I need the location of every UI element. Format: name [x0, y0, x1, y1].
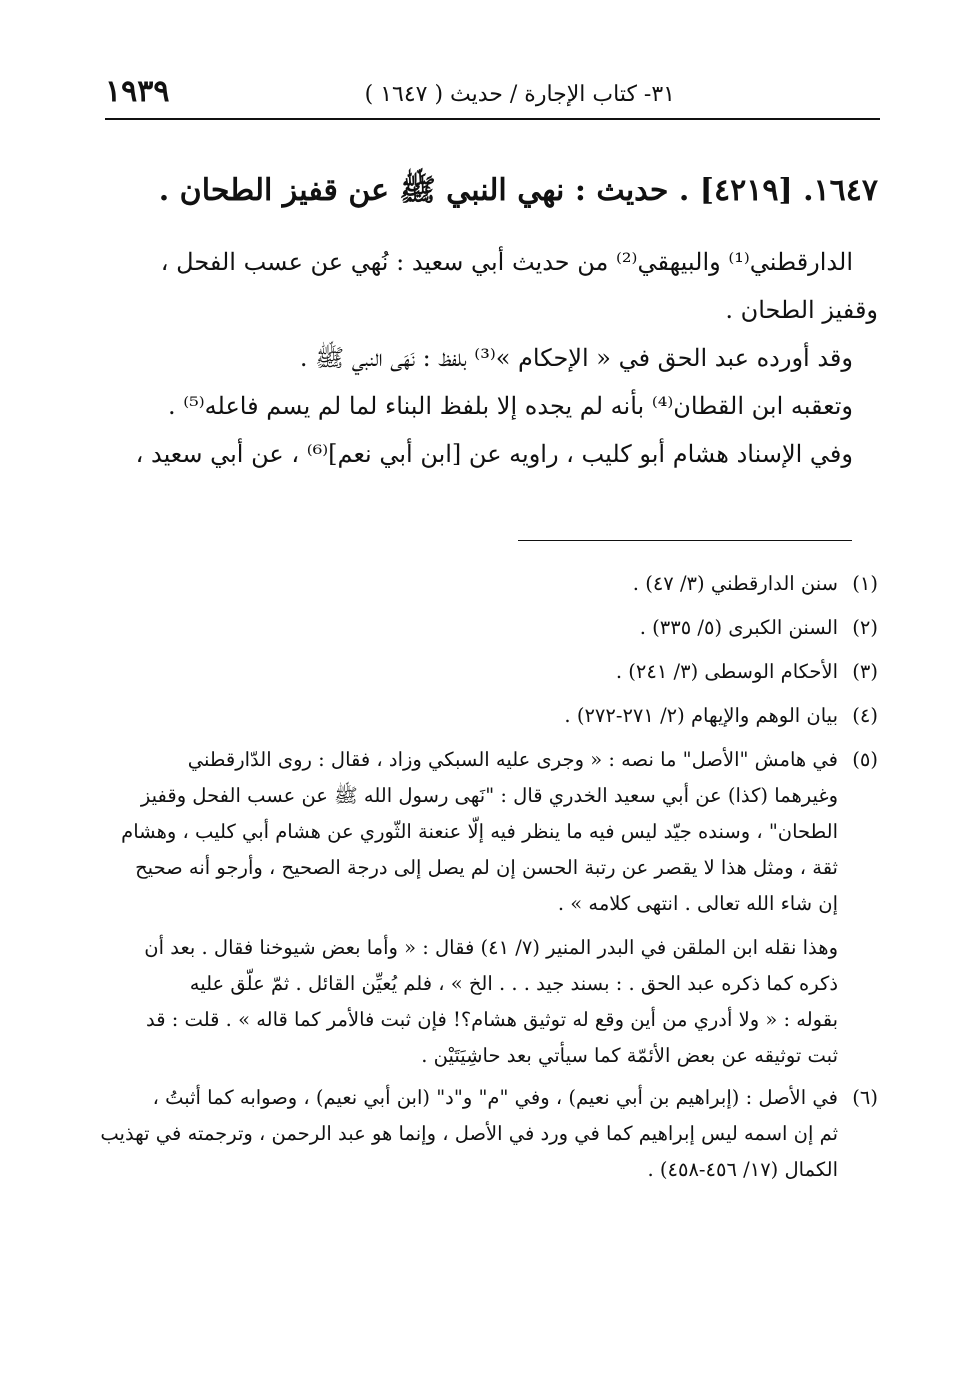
- running-header: [105, 72, 880, 116]
- footnote-line: الطحان" ، وسنده جيّد ليس فيه ما ينظر فيه إلّا عنعنة الثّوري عن هشام أبي كليب ، وهشام: [121, 820, 838, 843]
- footnote-number: (٢): [852, 616, 878, 639]
- body-line: وقفيز الطحان .: [725, 296, 878, 324]
- footnote-line: وغيرهما (كذا) عن أبي سعيد الخدري قال : "نَهى رسول الله ﷺ عن عسب الفحل وقفيز: [140, 784, 838, 807]
- footnote-line: بقوله : « ولا أدري من أين وقع له توثيق هشام؟! فإن ثبت فالأمر كما قاله » . قلت : قد: [146, 1008, 838, 1031]
- body-line: وتعقبه ابن القطان⁽⁴⁾ بأنه لم يجده إلا بلفظ البناء لما لم يسم فاعله⁽⁵⁾ .: [167, 392, 853, 420]
- footnotes: [100, 566, 878, 1196]
- hadith-heading: ١٦٤٧. [٤٢١٩] . حديث : نهي النبي ﷺ عن قفيز الطحان .: [158, 173, 878, 208]
- header-rule: [105, 118, 880, 120]
- footnote-line: الأحكام الوسطى (٣/ ٢٤١) .: [615, 660, 838, 683]
- footnote: [103, 742, 878, 922]
- footnote-line: في هامش "الأصل" ما نصه : « وجرى عليه السبكي وزاد ، فقال : روى الدّارقطني: [187, 748, 838, 771]
- footnote-line: السنن الكبرى (٥/ ٣٣٥) .: [639, 616, 838, 639]
- footnote-number: (٣): [852, 660, 878, 683]
- main-text: [108, 238, 878, 478]
- footnote-line: سنن الدارقطني (٣/ ٤٧) .: [632, 572, 838, 595]
- footnote: [103, 654, 878, 690]
- footnote-line: في الأصل : (إبراهيم بن أبي نعيم) ، وفي "م" و"د" (ابن أبي نعيم) ، وصوابه كما أثبتُ ،: [152, 1086, 838, 1109]
- body-line: الدارقطني⁽¹⁾ والبيهقي⁽²⁾ من حديث أبي سعيد : نُهي عن عسب الفحل ،: [160, 248, 853, 276]
- footnote: [103, 698, 878, 734]
- footnote: [103, 566, 878, 602]
- body-line: وقد أورده عبد الحق في « الإحكام »⁽³⁾ بلفظ : نَهَى النبي ﷺ .: [299, 344, 853, 372]
- footnote-line: ثم إن اسمه ليس إبراهيم كما في ورد في الأصل ، وإنما هو عبد الرحمن ، وترجمته في تهذيب: [100, 1122, 838, 1145]
- footnote-continuation: [103, 930, 878, 1074]
- footnote-number: (٤): [852, 704, 878, 727]
- footnote-line: الكمال (١٧/ ٤٥٦-٤٥٨) .: [647, 1158, 838, 1181]
- page-number: ١٩٣٩: [105, 74, 170, 109]
- header-title: ٣١- كتاب الإجارة / حديث ( ١٦٤٧ ): [364, 82, 675, 107]
- footnote-line: بيان الوهم والإيهام (٢/ ٢٧١-٢٧٢) .: [564, 704, 838, 727]
- footnote-line: وهذا نقله ابن الملقن في البدر المنير (٧/ ٤١) فقال : « وأما بعض شيوخنا فقال . بعد أن: [144, 936, 838, 959]
- footnote-number: (٥): [852, 748, 878, 771]
- footnote-line: إن شاء الله تعالى . انتهى كلامه » .: [557, 892, 838, 915]
- footnote-line: ثقة ، ومثل هذا لا يقصر عن رتبة الحسن إن لم يصل إلى درجة الصحيح ، وأرجو أنه صحيح: [135, 856, 838, 879]
- footnote-rule: [518, 540, 852, 541]
- footnote-line: ثبت توثيقه عن بعض الأئمّة كما سيأتي بعد حاشِيَتَيْن .: [421, 1044, 838, 1067]
- footnote-line: ذكره كما ذكره عبد الحق . : بسند جيد . . . الخ » ، فلم يُعيِّن القائل . ثمّ علّق عليه: [189, 972, 838, 995]
- footnote-number: (٦): [852, 1086, 878, 1109]
- footnote: [100, 1080, 878, 1188]
- footnote-number: (١): [852, 572, 878, 595]
- body-line: وفي الإسناد هشام أبو كليب ، راويه عن [ابن أبي نعم]⁽⁶⁾ ، عن أبي سعيد ،: [135, 440, 853, 468]
- footnote: [103, 610, 878, 646]
